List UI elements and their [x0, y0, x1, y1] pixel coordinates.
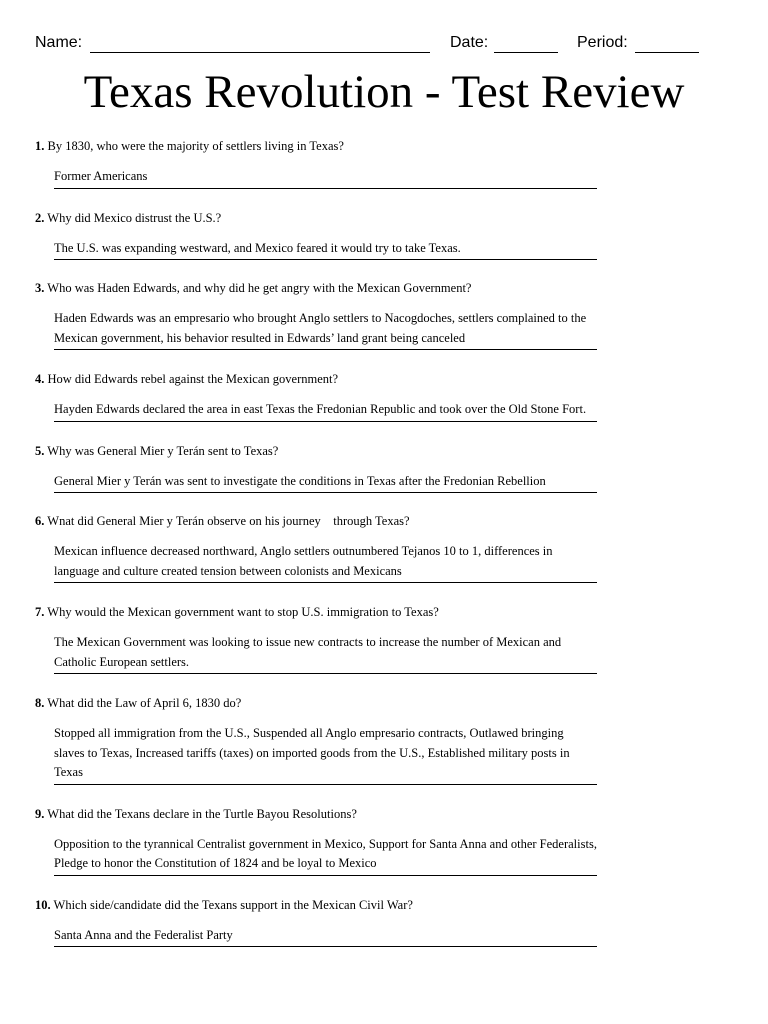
- answer-text: Hayden Edwards declared the area in east Texas the Fredonian Republic and took over the Old Stone Fort.: [54, 400, 597, 422]
- question-item: [35, 442, 635, 494]
- question-item: [35, 279, 635, 350]
- question-item: [35, 209, 635, 261]
- question-text: [35, 279, 635, 297]
- answer-text: The Mexican Government was looking to issue new contracts to increase the number of Mexican and Catholic European settlers.: [54, 633, 597, 674]
- answer-text: Mexican influence decreased northward, Anglo settlers outnumbered Tejanos 10 to 1, differences in language and culture created tension between colonists and Mexicans: [54, 542, 597, 583]
- period-blank-line[interactable]: [635, 52, 699, 53]
- question-text: [35, 805, 635, 823]
- question-item: [35, 603, 635, 674]
- question-prompt: Who was Haden Edwards, and why did he get angry with the Mexican Government?: [47, 281, 472, 295]
- question-text: [35, 137, 635, 155]
- question-number: 8.: [35, 696, 45, 710]
- question-number: 9.: [35, 806, 45, 821]
- question-text: [35, 896, 635, 914]
- question-prompt: What did the Texans declare in the Turtle Bayou Resolutions?: [47, 806, 357, 821]
- question-number: 10.: [35, 897, 51, 912]
- question-number: 4.: [35, 372, 45, 386]
- question-text: [35, 603, 635, 621]
- question-prompt: Wnat did General Mier y Terán observe on his journey through Texas?: [47, 514, 410, 528]
- question-text: [35, 370, 635, 388]
- question-number: 7.: [35, 605, 45, 619]
- question-item: [35, 805, 635, 876]
- worksheet-header: [35, 34, 735, 56]
- question-item: [35, 137, 635, 189]
- question-prompt: Which side/candidate did the Texans support in the Mexican Civil War?: [53, 897, 413, 912]
- question-prompt: By 1830, who were the majority of settlers living in Texas?: [47, 139, 344, 153]
- answer-text: The U.S. was expanding westward, and Mexico feared it would try to take Texas.: [54, 239, 597, 261]
- question-prompt: What did the Law of April 6, 1830 do?: [47, 696, 242, 710]
- answer-text: Former Americans: [54, 167, 597, 189]
- answer-text: Stopped all immigration from the U.S., Suspended all Anglo empresario contracts, Outlawed bringing slaves to Texas, Increased tariffs (taxes) on imported goods from the U.S., Established military posts in Texas: [54, 724, 597, 785]
- question-text: [35, 694, 635, 712]
- question-number: 1.: [35, 139, 45, 153]
- date-label: Date:: [450, 34, 489, 51]
- question-number: 5.: [35, 443, 45, 458]
- name-label: Name:: [35, 34, 83, 51]
- answer-text: Haden Edwards was an empresario who brought Anglo settlers to Nacogdoches, settlers complained to the Mexican government, his behavior resulted in Edwards’ land grant being canceled: [54, 309, 597, 350]
- date-blank-line[interactable]: [494, 52, 558, 53]
- question-item: [35, 512, 635, 583]
- question-number: 2.: [35, 210, 45, 225]
- question-prompt: Why did Mexico distrust the U.S.?: [47, 210, 222, 225]
- question-item: [35, 896, 635, 948]
- question-item: [35, 694, 635, 785]
- answer-text: Santa Anna and the Federalist Party: [54, 926, 597, 948]
- question-text: [35, 209, 635, 227]
- question-prompt: How did Edwards rebel against the Mexican government?: [47, 372, 339, 386]
- period-label: Period:: [577, 34, 628, 51]
- page-title: Texas Revolution - Test Review: [83, 66, 685, 118]
- question-list: [35, 137, 635, 947]
- name-blank-line[interactable]: [90, 52, 430, 53]
- answer-text: Opposition to the tyrannical Centralist government in Mexico, Support for Santa Anna and other Federalists, Pledge to honor the Constitution of 1824 and be loyal to Mexico: [54, 835, 597, 876]
- question-prompt: Why would the Mexican government want to stop U.S. immigration to Texas?: [47, 605, 439, 619]
- question-number: 6.: [35, 514, 45, 528]
- answer-text: General Mier y Terán was sent to investigate the conditions in Texas after the Fredonian Rebellion: [54, 472, 597, 494]
- question-text: [35, 512, 635, 530]
- question-prompt: Why was General Mier y Terán sent to Texas?: [47, 443, 279, 458]
- question-number: 3.: [35, 281, 45, 295]
- question-text: [35, 442, 635, 460]
- question-item: [35, 370, 635, 422]
